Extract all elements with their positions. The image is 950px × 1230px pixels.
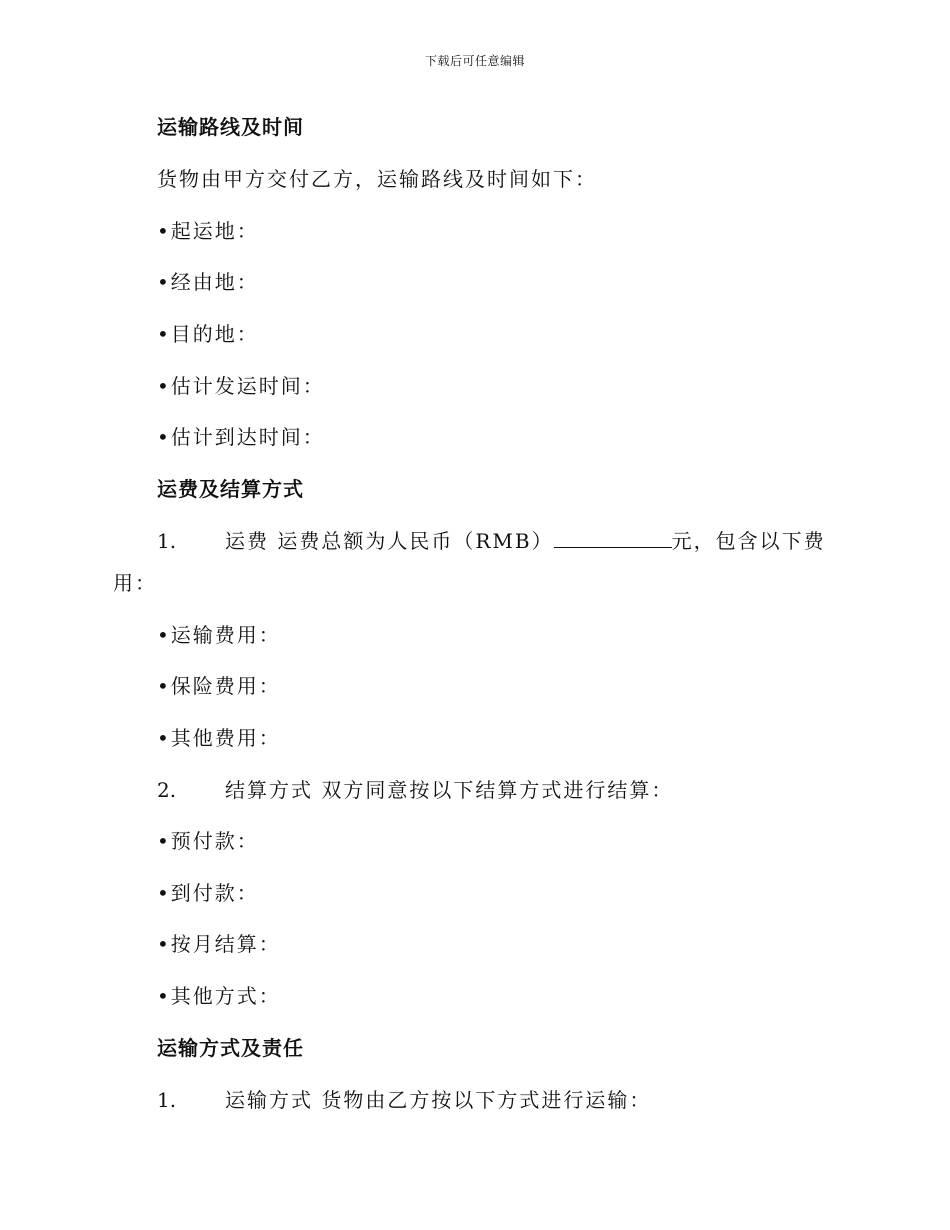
bullet-symbol: • (157, 726, 169, 750)
fee-text-before: 运费 运费总额为人民币（RMB） (225, 529, 554, 553)
bullet-symbol: • (157, 674, 169, 698)
bullet-symbol: • (157, 270, 169, 294)
page-header: 下载后可任意编辑 (424, 54, 525, 68)
bullet-transport-fee (157, 621, 281, 649)
bullet-symbol: • (157, 623, 169, 647)
bullet-label: 经由地： (170, 270, 259, 294)
bullet-via (157, 268, 259, 296)
transport-text: 运输方式 货物由乙方按以下方式进行运输： (225, 1088, 652, 1112)
section-heading-fees: 运费及结算方式 (157, 477, 304, 501)
bullet-label: 保险费用： (170, 674, 281, 698)
bullet-label: 预付款： (170, 829, 259, 853)
bullet-symbol: • (157, 425, 169, 449)
bullet-label: 目的地： (170, 322, 259, 346)
item-number: 1. (157, 529, 177, 553)
fee-item-1-continuation: 用： (113, 571, 157, 595)
settlement-text: 结算方式 双方同意按以下结算方式进行结算： (225, 778, 674, 802)
bullet-symbol: • (157, 374, 169, 398)
bullet-symbol: • (157, 881, 169, 905)
bullet-label: 估计发运时间： (170, 374, 325, 398)
bullet-other-fee (157, 724, 281, 752)
bullet-symbol: • (157, 984, 169, 1008)
bullet-symbol: • (157, 322, 169, 346)
bullet-origin (157, 217, 259, 245)
bullet-label: 其他方式： (170, 984, 281, 1008)
route-intro-paragraph: 货物由甲方交付乙方，运输路线及时间如下： (157, 167, 597, 191)
bullet-label: 按月结算： (170, 932, 281, 956)
amount-blank-line (554, 527, 672, 548)
bullet-label: 运输费用： (170, 623, 281, 647)
item-number: 2. (157, 778, 177, 802)
item-number: 1. (157, 1088, 177, 1112)
bullet-label: 起运地： (170, 219, 259, 243)
bullet-cash-on-delivery (157, 879, 259, 907)
bullet-insurance-fee (157, 672, 281, 700)
bullet-symbol: • (157, 219, 169, 243)
bullet-prepayment (157, 827, 259, 855)
bullet-monthly-settlement (157, 930, 281, 958)
bullet-destination (157, 320, 259, 348)
bullet-symbol: • (157, 932, 169, 956)
fee-text-after: 元，包含以下费 (671, 529, 826, 553)
fee-item-1 (157, 527, 826, 555)
settlement-item-2 (157, 776, 673, 804)
bullet-symbol: • (157, 829, 169, 853)
section-heading-transport: 运输方式及责任 (157, 1036, 304, 1060)
bullet-arrival-time (157, 423, 325, 451)
transport-item-1 (157, 1086, 651, 1114)
bullet-label: 估计到达时间： (170, 425, 325, 449)
bullet-label: 其他费用： (170, 726, 281, 750)
bullet-other-method (157, 982, 281, 1010)
section-heading-route: 运输路线及时间 (157, 115, 304, 139)
bullet-label: 到付款： (170, 881, 259, 905)
bullet-departure-time (157, 372, 325, 400)
